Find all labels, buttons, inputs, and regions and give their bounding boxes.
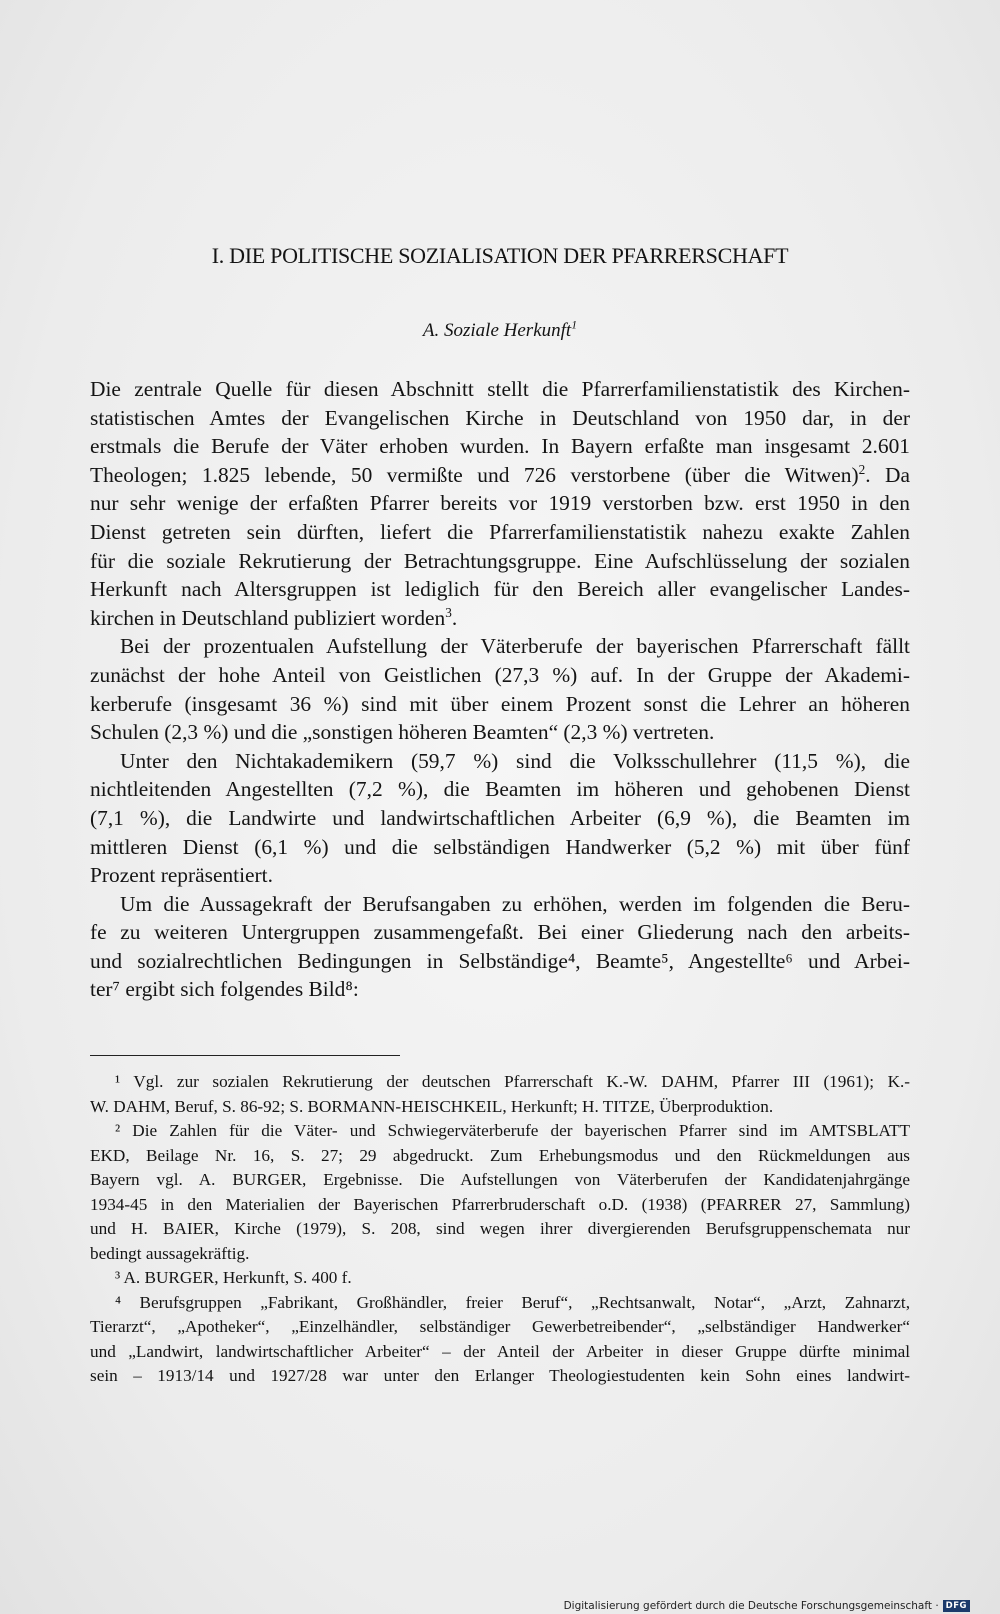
body-line <box>90 518 910 547</box>
footnote-line <box>90 1340 910 1365</box>
body-line <box>90 690 910 719</box>
body-line-text: statistischen Amtes der Evangelischen Kirche in Deutschland von 1950 dar, in der <box>90 405 910 430</box>
footnote-line-text: sein – 1913/14 und 1927/28 war unter den Erlanger Theologiestudenten kein Sohn eines landwirt- <box>90 1366 910 1385</box>
footnote-line <box>90 1217 910 1242</box>
body-line-text: Um die Aussagekraft der Berufsangaben zu erhöhen, werden im folgenden die Beru- <box>120 891 910 916</box>
body-line <box>90 547 910 576</box>
footnotes <box>90 1070 910 1389</box>
body-text <box>90 375 910 1004</box>
body-line-text: Dienst getreten sein dürften, liefert die Pfarrerfamilienstatistik nahezu exakte Zahlen <box>90 519 910 544</box>
footnote-line <box>90 1315 910 1340</box>
section-title-text: A. Soziale Herkunft <box>422 320 572 341</box>
footnote-line <box>90 1266 910 1291</box>
footnote-line <box>90 1242 910 1267</box>
body-line-text: Die zentrale Quelle für diesen Abschnitt stellt die Pfarrerfamilienstatistik des Kirchen- <box>90 377 910 401</box>
footnote-line <box>90 1168 910 1193</box>
body-line-text: und sozialrechtlichen Bedingungen in Selbständige⁴, Beamte⁵, Angestellte⁶ und Arbei- <box>90 948 910 973</box>
body-line <box>90 890 910 919</box>
body-line-text: erstmals die Berufe der Väter erhoben wurden. In Bayern erfaßte man insgesamt 2.601 <box>90 434 910 459</box>
body-line-text: mittleren Dienst (6,1 %) und die selbständigen Handwerker (5,2 %) mit über fünf <box>90 834 910 859</box>
body-line-text: Prozent repräsentiert. <box>90 863 273 888</box>
body-line-text: kirchen in Deutschland publiziert worden <box>90 605 446 630</box>
footnote-line <box>90 1095 910 1120</box>
footnote-line-text: und „Landwirt, landwirtschaftlicher Arbeiter“ – der Anteil der Arbeiter in dieser Gruppe dürfte minimal <box>90 1341 910 1361</box>
body-line-text: kerberufe (insgesamt 36 %) sind mit über einem Prozent sonst die Lehrer an höheren <box>90 691 910 716</box>
body-line <box>90 632 910 661</box>
body-line <box>90 833 910 862</box>
section-footnote-ref: 1 <box>571 318 578 332</box>
footnote-line <box>90 1144 910 1169</box>
body-line-text: Schulen (2,3 %) und die „sonstigen höheren Beamten“ (2,3 %) vertreten. <box>90 720 715 745</box>
footnote-ref: 3 <box>445 604 452 620</box>
body-line-text: Theologen; 1.825 lebende, 50 vermißte und 726 verstorbene (über die Witwen) <box>90 462 859 487</box>
body-line <box>90 604 910 633</box>
body-line <box>90 461 910 490</box>
footnote-line-text: EKD, Beilage Nr. 16, S. 27; 29 abgedruckt. Zum Erhebungsmodus und den Rückmeldungen aus <box>90 1145 910 1165</box>
body-line <box>90 947 910 976</box>
footnote-divider <box>90 1055 400 1056</box>
body-line <box>90 747 910 776</box>
section-title <box>90 320 910 342</box>
body-line-tail: . <box>451 605 458 630</box>
footnote-line-text: 1934-45 in den Materialien der Bayerischen Pfarrerbruderschaft o.D. (1938) (PFARRER 27, Sammlung) <box>90 1194 910 1214</box>
body-line-text: Herkunft nach Altersgruppen ist lediglich für den Bereich aller evangelischer Landes- <box>90 577 910 602</box>
footnote-line-text: Tierarzt“, „Apotheker“, „Einzelhändler, selbständiger Gewerbetreibender“, „selbständiger Handwerker“ <box>90 1317 910 1336</box>
footnote-line <box>90 1193 910 1218</box>
body-line-text: nur sehr wenige der erfaßten Pfarrer bereits vor 1919 verstorben bzw. erst 1950 in den <box>90 491 910 516</box>
body-line-text: (7,1 %), die Landwirte und landwirtschaftlichen Arbeiter (6,9 %), die Beamten im <box>90 805 910 830</box>
footnote-line <box>90 1119 910 1144</box>
footnote-line-text: Bayern vgl. A. BURGER, Ergebnisse. Die Aufstellungen von Väterberufen der Kandidatenjahrgänge <box>90 1170 910 1189</box>
footnote-line-text: W. DAHM, Beruf, S. 86-92; S. BORMANN-HEISCHKEIL, Herkunft; H. TITZE, Überproduktion. <box>90 1096 774 1116</box>
body-line-text: Bei der prozentualen Aufstellung der Väterberufe der bayerischen Pfarrerschaft fällt <box>120 634 910 659</box>
body-line <box>90 404 910 433</box>
body-line <box>90 432 910 461</box>
footnote-ref: 2 <box>858 461 866 477</box>
body-line-text: nichtleitenden Angestellten (7,2 %), die Beamten im höheren und gehobenen Dienst <box>90 777 910 802</box>
body-line <box>90 489 910 518</box>
footnote-line-text: ⁴ Berufsgruppen „Fabrikant, Großhändler, freier Beruf“, „Rechtsanwalt, Notar“, „Arzt, Zahnarzt, <box>115 1292 910 1312</box>
body-line <box>90 718 910 747</box>
footnote-line <box>90 1291 910 1316</box>
footnote-line-text: ¹ Vgl. zur sozialen Rekrutierung der deutschen Pfarrerschaft K.-W. DAHM, Pfarrer III (1961); K.- <box>115 1072 910 1091</box>
footnote-line <box>90 1070 910 1095</box>
footnote-line-text: ² Die Zahlen für die Väter- und Schwiegerväterberufe der bayerischen Pfarrer sind im AMTSBLATT <box>115 1121 910 1140</box>
dfg-logo: DFG <box>943 1600 970 1612</box>
body-line <box>90 575 910 604</box>
footnote-line-text: ³ A. BURGER, Herkunft, S. 400 f. <box>115 1268 352 1287</box>
body-line <box>90 804 910 833</box>
chapter-title: I. DIE POLITISCHE SOZIALISATION DER PFARRERSCHAFT <box>211 243 789 268</box>
body-line <box>90 918 910 947</box>
body-line-text: für die soziale Rekrutierung der Betrachtungsgruppe. Eine Aufschlüsselung der sozialen <box>90 548 910 573</box>
footnote-line <box>90 1364 910 1389</box>
body-line <box>90 661 910 690</box>
body-line-text: ter⁷ ergibt sich folgendes Bild⁸: <box>90 977 359 1002</box>
footnote-line-text: bedingt aussagekräftig. <box>90 1243 250 1263</box>
body-line-text: fe zu weiteren Untergruppen zusammengefaßt. Bei einer Gliederung nach den arbeits- <box>90 920 910 945</box>
credit-text: Digitalisierung gefördert durch die Deutsche Forschungsgemeinschaft · <box>563 1600 939 1612</box>
digitization-credit <box>564 1600 970 1612</box>
body-line <box>90 861 910 890</box>
footnote-line-text: und H. BAIER, Kirche (1979), S. 208, sind wegen ihrer divergierenden Berufsgruppenschemata nur <box>90 1219 910 1238</box>
body-line-tail: . Da <box>865 462 911 487</box>
body-line-text: Unter den Nichtakademikern (59,7 %) sind die Volksschullehrer (11,5 %), die <box>120 748 910 773</box>
body-line <box>90 775 910 804</box>
body-line <box>90 975 910 1004</box>
body-line-text: zunächst der hohe Anteil von Geistlichen (27,3 %) auf. In der Gruppe der Akademi- <box>90 662 910 687</box>
body-line <box>90 375 910 404</box>
